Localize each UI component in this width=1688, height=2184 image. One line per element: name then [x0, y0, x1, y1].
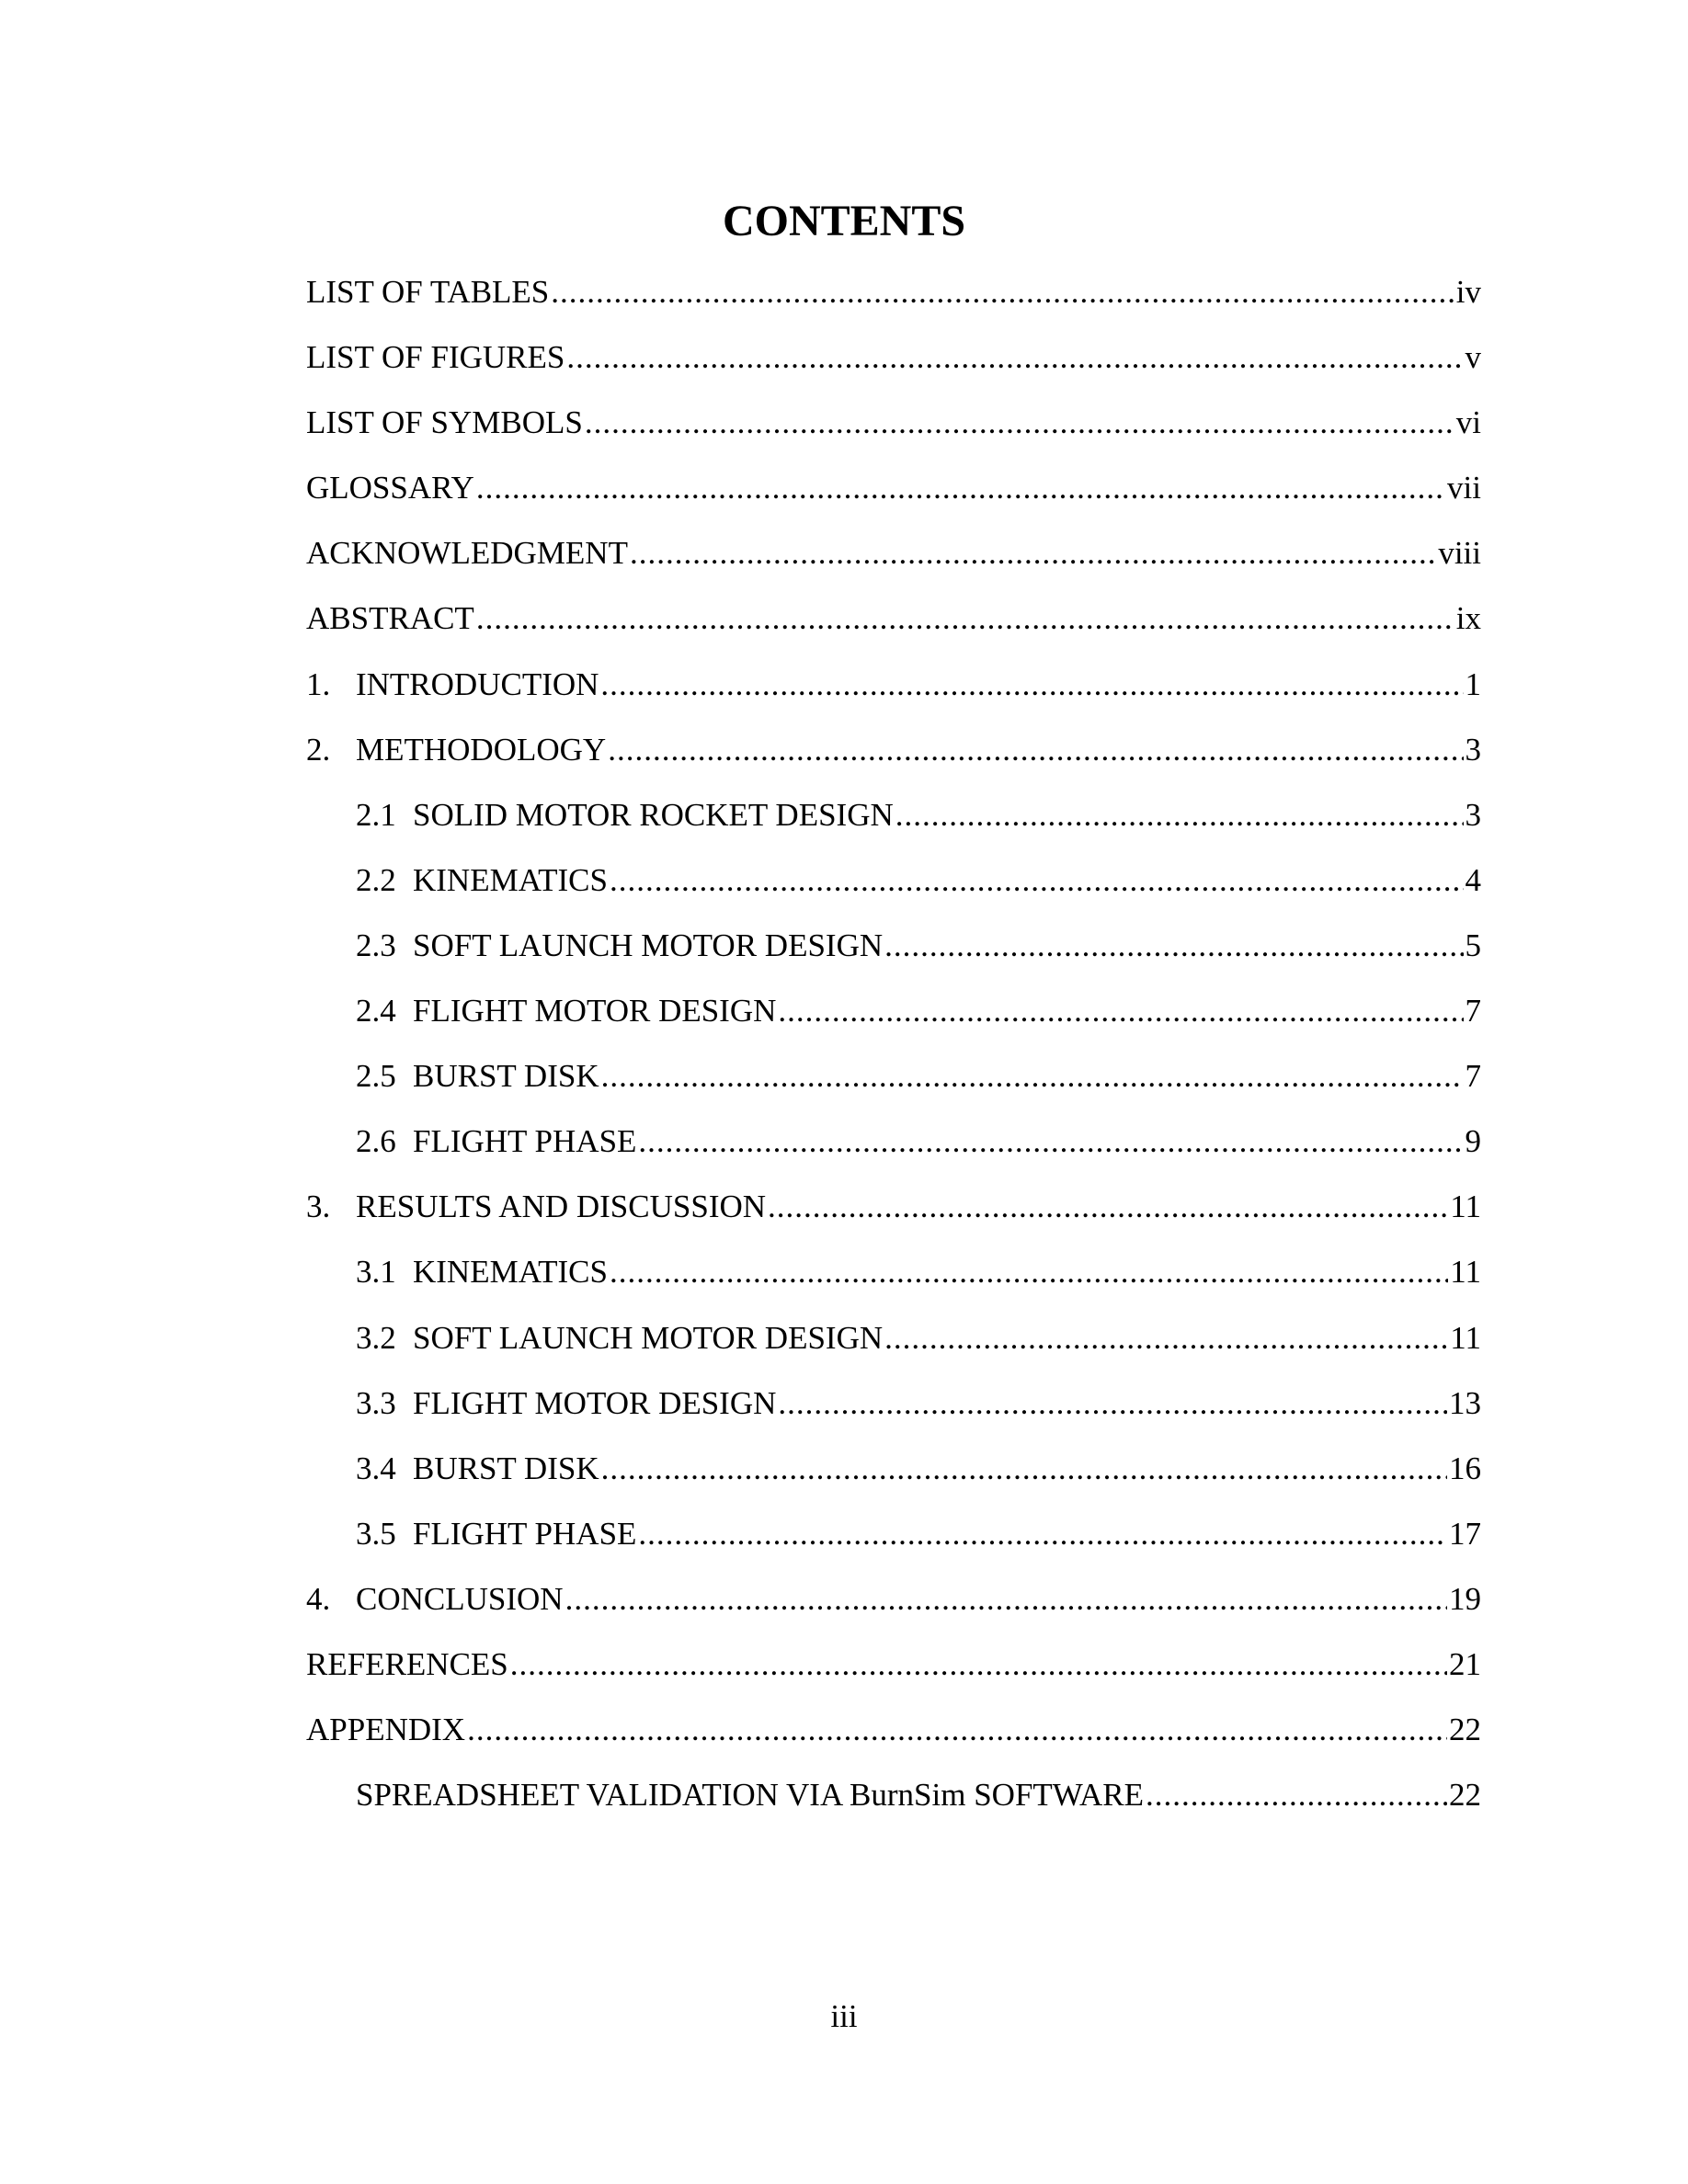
toc-entry-page-number: 11	[1450, 1319, 1481, 1356]
toc-entry-number: 3.2	[356, 1319, 396, 1356]
toc-entry-title: LIST OF TABLES	[306, 274, 550, 310]
toc-entry-page-number: 17	[1449, 1515, 1481, 1552]
toc-entry-title: LIST OF FIGURES	[306, 339, 565, 376]
toc-entry[interactable]	[306, 1052, 1481, 1118]
toc-entry-title: SOFT LAUNCH MOTOR DESIGN	[413, 927, 884, 963]
toc-entry-page-number: 11	[1450, 1254, 1481, 1291]
toc-entry[interactable]	[306, 1380, 1481, 1445]
toc-entry-page-number: 11	[1450, 1189, 1481, 1225]
page-title: CONTENTS	[722, 197, 966, 245]
toc-entry-page-number: 16	[1449, 1450, 1481, 1486]
toc-entry-title: BURST DISK	[413, 1450, 599, 1486]
dot-leader	[884, 922, 1463, 970]
toc-entry-page-number: 1	[1465, 665, 1481, 702]
dot-leader	[585, 399, 1454, 447]
dot-leader	[778, 1380, 1447, 1428]
toc-entry[interactable]	[306, 1183, 1481, 1248]
toc-entry-title: APPENDIX	[306, 1712, 466, 1748]
toc-entry[interactable]	[306, 987, 1481, 1052]
toc-entry[interactable]	[306, 334, 1481, 399]
toc-entry[interactable]	[306, 1641, 1481, 1706]
toc-entry-title: CONCLUSION	[356, 1580, 564, 1617]
dot-leader	[601, 1445, 1447, 1493]
toc-entry[interactable]	[306, 1118, 1481, 1183]
toc-entry-page-number: 22	[1449, 1777, 1481, 1814]
dot-leader	[638, 1118, 1463, 1166]
toc-entry-page-number: 3	[1465, 731, 1481, 768]
toc-entry-title: KINEMATICS	[413, 1254, 608, 1291]
toc-entry-page-number: 3	[1465, 796, 1481, 833]
toc-entry-page-number: 7	[1465, 1058, 1481, 1095]
toc-entry-page-number: vii	[1447, 470, 1481, 506]
toc-entry-page-number: 22	[1449, 1712, 1481, 1748]
toc-entry-title: FLIGHT MOTOR DESIGN	[413, 1384, 777, 1421]
toc-entry[interactable]	[306, 268, 1481, 334]
toc-entry-title: BURST DISK	[413, 1058, 599, 1095]
dot-leader	[638, 1510, 1447, 1558]
dot-leader	[895, 791, 1464, 839]
dot-leader	[601, 1052, 1464, 1100]
toc-entry-title: KINEMATICS	[413, 861, 608, 898]
toc-entry-title: SPREADSHEET VALIDATION VIA BurnSim SOFTWARE	[356, 1777, 1144, 1814]
toc-entry-page-number: ix	[1455, 600, 1481, 637]
toc-entry[interactable]	[306, 1445, 1481, 1510]
toc-entry-title: FLIGHT PHASE	[413, 1515, 637, 1552]
toc-entry[interactable]	[306, 464, 1481, 529]
dot-leader	[1146, 1771, 1447, 1819]
toc-entry-number: 3.4	[356, 1450, 396, 1486]
toc-entry-page-number: 7	[1465, 993, 1481, 1029]
toc-entry-number: 2.3	[356, 927, 396, 963]
toc-entry[interactable]	[306, 529, 1481, 595]
toc-entry-number: 1.	[306, 665, 331, 702]
toc-entry[interactable]	[306, 1771, 1481, 1837]
toc-entry-page-number: viii	[1438, 535, 1481, 572]
toc-entry-page-number: 13	[1449, 1384, 1481, 1421]
toc-entry-page-number: 21	[1449, 1645, 1481, 1682]
toc-entry-title: LIST OF SYMBOLS	[306, 404, 583, 441]
toc-entry-page-number: v	[1465, 339, 1481, 376]
dot-leader	[778, 987, 1463, 1035]
toc-entry-title: RESULTS AND DISCUSSION	[356, 1189, 767, 1225]
dot-leader	[476, 595, 1454, 643]
footer-page-number: iii	[830, 1998, 858, 2034]
toc-entry[interactable]	[306, 1248, 1481, 1314]
toc-entry-number: 3.	[306, 1189, 331, 1225]
toc-entry[interactable]	[306, 922, 1481, 987]
toc-entry[interactable]	[306, 791, 1481, 857]
toc-entry-title: METHODOLOGY	[356, 731, 607, 768]
toc-entry[interactable]	[306, 857, 1481, 922]
toc-entry-page-number: 9	[1465, 1123, 1481, 1160]
dot-leader	[565, 1575, 1447, 1623]
toc-entry[interactable]	[306, 1510, 1481, 1575]
dot-leader	[467, 1706, 1447, 1754]
toc-entry[interactable]	[306, 726, 1481, 791]
toc-entry-number: 4.	[306, 1580, 331, 1617]
dot-leader	[510, 1641, 1447, 1689]
toc-entry-page-number: iv	[1455, 274, 1481, 310]
toc-entry-title: ABSTRACT	[306, 600, 474, 637]
toc-entry-title: SOFT LAUNCH MOTOR DESIGN	[413, 1319, 884, 1356]
toc-entry[interactable]	[306, 1706, 1481, 1771]
toc-entry[interactable]	[306, 595, 1481, 660]
toc-entry-title: ACKNOWLEDGMENT	[306, 535, 628, 572]
toc-entry-number: 2.	[306, 731, 331, 768]
toc-entry-number: 2.6	[356, 1123, 396, 1160]
dot-leader	[768, 1183, 1448, 1231]
toc-entry[interactable]	[306, 661, 1481, 726]
dot-leader	[551, 268, 1454, 316]
toc-entry-number: 2.1	[356, 796, 396, 833]
toc-entry-number: 2.2	[356, 861, 396, 898]
toc-entry-title: REFERENCES	[306, 1645, 508, 1682]
toc-entry-title: GLOSSARY	[306, 470, 474, 506]
toc-entry-page-number: 5	[1465, 927, 1481, 963]
toc-entry-title: INTRODUCTION	[356, 665, 599, 702]
toc-entry-number: 3.5	[356, 1515, 396, 1552]
dot-leader	[600, 661, 1463, 709]
dot-leader	[610, 1248, 1448, 1296]
toc-entry-title: FLIGHT PHASE	[413, 1123, 637, 1160]
dot-leader	[476, 464, 1445, 512]
toc-entry-number: 2.5	[356, 1058, 396, 1095]
dot-leader	[884, 1314, 1448, 1362]
toc-entry-number: 3.3	[356, 1384, 396, 1421]
table-of-contents	[306, 268, 1481, 1837]
dot-leader	[608, 726, 1463, 774]
dot-leader	[610, 857, 1464, 904]
toc-entry[interactable]	[306, 399, 1481, 464]
dot-leader	[630, 529, 1436, 577]
toc-entry-title: SOLID MOTOR ROCKET DESIGN	[413, 796, 894, 833]
dot-leader	[566, 334, 1463, 381]
toc-entry-page-number: 4	[1465, 861, 1481, 898]
toc-entry-number: 2.4	[356, 993, 396, 1029]
toc-entry[interactable]	[306, 1575, 1481, 1641]
toc-entry-page-number: vi	[1455, 404, 1481, 441]
toc-entry-number: 3.1	[356, 1254, 396, 1291]
toc-entry-title: FLIGHT MOTOR DESIGN	[413, 993, 777, 1029]
toc-entry[interactable]	[306, 1314, 1481, 1380]
toc-entry-page-number: 19	[1449, 1580, 1481, 1617]
